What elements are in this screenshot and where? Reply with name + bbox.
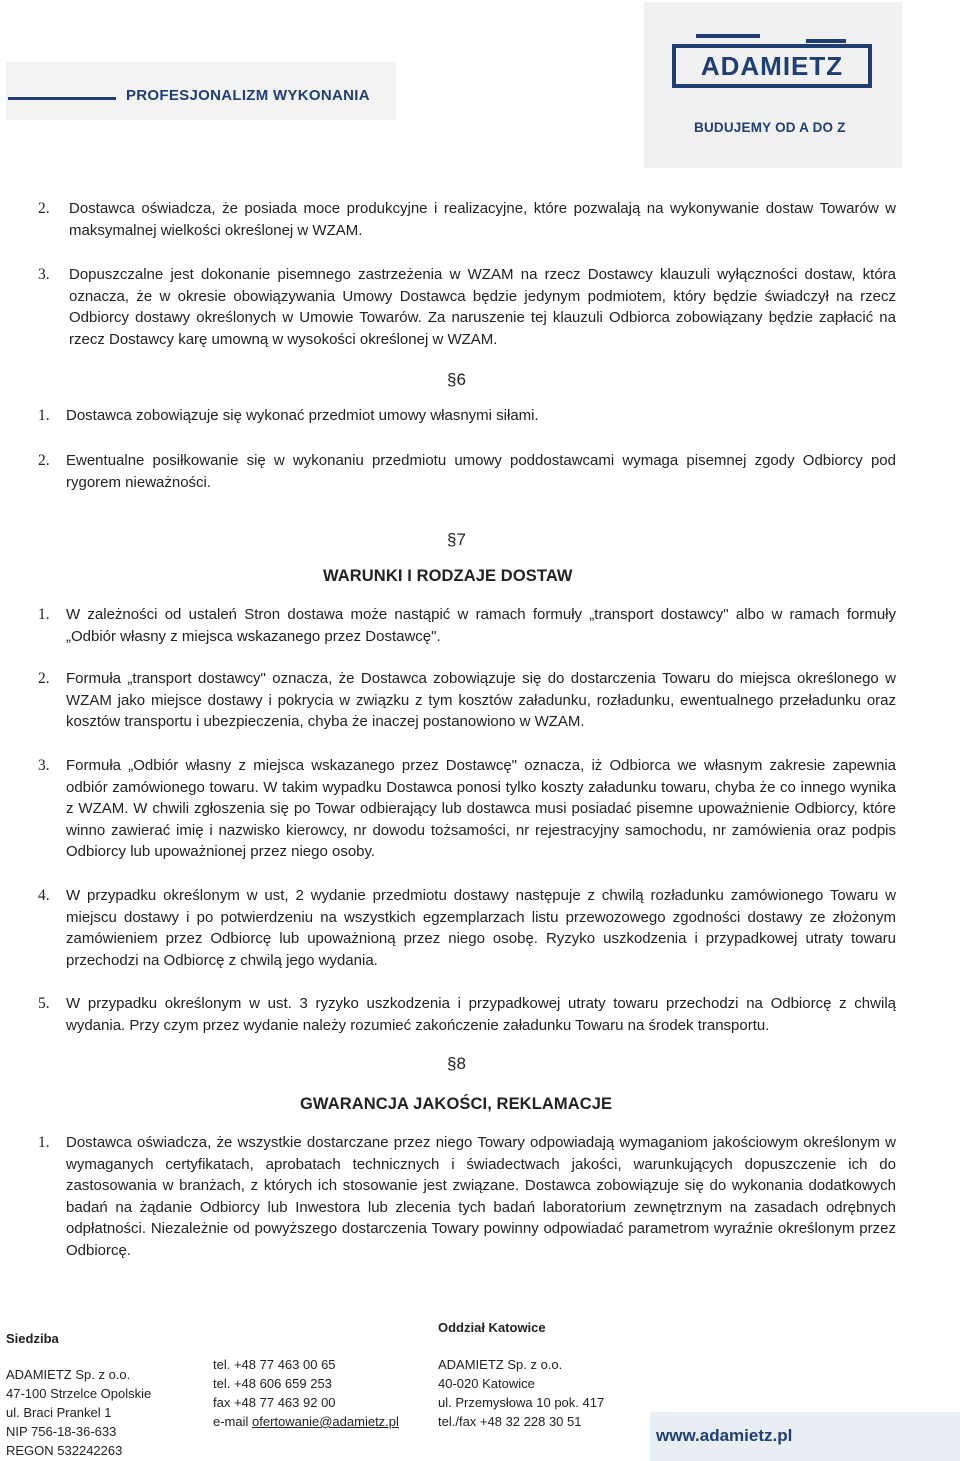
header-slogan: PROFESJONALIZM WYKONANIA (126, 87, 370, 104)
footer-email-row (213, 1412, 399, 1431)
list-item (38, 755, 896, 863)
footer-website-band (650, 1412, 960, 1461)
item-number: 1. (38, 407, 50, 424)
item-text: Dostawca oświadcza, że posiada moce produkcyjne i realizacyjne, które pozwalają na wykonywanie dostaw Towarów w maksymalnej wielkości określonej w WZAM. (69, 200, 896, 239)
list-item (38, 264, 896, 350)
item-number: 3. (38, 266, 50, 283)
footer-branch-company: ADAMIETZ Sp. z o.o. (438, 1357, 563, 1372)
list-item (38, 1132, 896, 1261)
section-mark: §8 (447, 1054, 466, 1073)
footer-branch-street: ul. Przemysłowa 10 pok. 417 (438, 1395, 605, 1410)
list-item (38, 993, 896, 1036)
company-logo (672, 44, 872, 88)
item-number: 5. (38, 995, 50, 1012)
item-text: Dostawca zobowiązuje się wykonać przedmiot umowy własnymi siłami. (66, 407, 539, 424)
header-accent-line (8, 97, 116, 100)
footer-seat-address: 47-100 Strzelce Opolskie (6, 1386, 152, 1401)
footer-branch-heading: Oddział Katowice (438, 1320, 546, 1335)
footer-tel-1: tel. +48 77 463 00 65 (213, 1357, 336, 1372)
item-number: 3. (38, 757, 50, 774)
list-item (38, 604, 896, 647)
footer-website-link[interactable]: www.adamietz.pl (656, 1426, 793, 1445)
logo-tagline: BUDUJEMY OD A DO Z (694, 120, 846, 135)
item-number: 2. (38, 452, 50, 469)
item-number: 1. (38, 606, 50, 623)
footer-contact (213, 1355, 399, 1431)
item-text: Formuła „transport dostawcy" oznacza, że Dostawca zobowiązuje się do dostarczenia Towaru do miejsca określonego w WZAM jako miejsce dostawy i pokrycia w związku z tym kosztów załadunku, rozładunku, ewentualnego przeładunku oraz kosztów transportu i ubezpieczenia, chyba że inaczej postanowiono w WZAM. (66, 670, 896, 730)
footer-seat-company: ADAMIETZ Sp. z o.o. (6, 1367, 131, 1382)
footer-email-label: e-mail (213, 1414, 249, 1429)
list-item (38, 405, 896, 427)
footer-tel-2: tel. +48 606 659 253 (213, 1376, 332, 1391)
footer-seat (6, 1329, 151, 1460)
list-item (38, 885, 896, 971)
footer-branch (438, 1318, 604, 1431)
footer-seat-heading: Siedziba (6, 1331, 59, 1346)
item-number: 4. (38, 887, 50, 904)
footer-branch-telfax: tel./fax +48 32 228 30 51 (438, 1414, 582, 1429)
section-mark: §6 (447, 370, 466, 389)
footer-email-link[interactable]: ofertowanie@adamietz.pl (252, 1414, 399, 1429)
logo-wordmark: ADAMIETZ (700, 50, 844, 81)
item-text: Dopuszczalne jest dokonanie pisemnego zastrzeżenia w WZAM na rzecz Dostawcy klauzuli wyłączności dostaw, która oznacza, że w okresie obowiązywania Umowy Dostawca będzie jedynym podmiotem, który będzie świadczył na rzecz Odbiorcy dostawy określonych w Umowie Towarów. Za naruszenie tej klauzuli Odbiorca zobowiązany będzie zapłacić na rzecz Dostawcy karę umowną w wysokości określonej w WZAM. (69, 266, 896, 348)
section-mark: §7 (447, 530, 466, 549)
footer-seat-regon: REGON 532242263 (6, 1443, 123, 1458)
item-text: W zależności od ustaleń Stron dostawa może nastąpić w ramach formuły „transport dostawcy" albo w ramach formuły „Odbiór własny z miejsca wskazanego przez Dostawcę". (66, 606, 896, 645)
list-item (38, 450, 896, 493)
item-text: W przypadku określonym w ust. 3 ryzyko uszkodzenia i przypadkowej utraty towaru przechodzi na Odbiorcę z chwilą wydania. Przy czym przez wydanie należy rozumieć zakończenie załadunku Towaru na środek transportu. (66, 995, 896, 1034)
item-text: Ewentualne posiłkowanie się w wykonaniu przedmiotu umowy poddostawcami wymaga pisemnej zgody Odbiorcy pod rygorem nieważności. (66, 452, 896, 491)
item-text: W przypadku określonym w ust, 2 wydanie przedmiotu dostawy następuje z chwilą rozładunku zamówionego Towaru w miejscu dostawy i po potwierdzeniu na wszystkich egzemplarzach listu przewozowego zgodności dostawy ze złożonym zamówieniem przez Odbiorcę lub upoważnioną przez niego osobę. Ryzyko uszkodzenia i przypadkowej utraty towaru przechodzi na Odbiorcę z chwilą jego wydania. (66, 887, 896, 969)
section-title: GWARANCJA JAKOŚCI, REKLAMACJE (300, 1095, 613, 1113)
item-number: 2. (38, 200, 50, 217)
item-text: Dostawca oświadcza, że wszystkie dostarczane przez niego Towary odpowiadają wymaganiom jakościowym określonym w wymaganych certyfikatach, aprobatach technicznych i świadectwach jakości, warunkujących dopuszczenie ich do zastosowania w branżach, z których ich stosowanie jest związane. Dostawca zobowiązuje się do wykonania dodatkowych badań na żądanie Odbiorcy lub Inwestora lub zlecenia tych badań laboratorium zewnętrznym na zasadach odrębnych odpłatności. Niezależnie od powyższego dostarczenia Towary powinny odpowiadać parametrom wyraźnie określonym przez Odbiorcę. (66, 1134, 896, 1259)
footer-seat-nip: NIP 756-18-36-633 (6, 1424, 117, 1439)
footer-branch-address: 40-020 Katowice (438, 1376, 535, 1391)
list-item (38, 198, 896, 241)
item-text: Formuła „Odbiór własny z miejsca wskazanego przez Dostawcę" oznacza, iż Odbiorca we własnym zakresie zapewnia odbiór zamówionego towaru. W takim wypadku Dostawca ponosi tylko koszty załadunku towaru, chyba że co innego wynika z WZAM. W chwili zgłoszenia się po Towar odbierający lub dostawca musi posiadać pisemne upoważnienie Odbiorcy, które winno zawierać imię i nazwisko kierowcy, nr dowodu tożsamości, nr rejestracyjny samochodu, nr zamówienia oraz podpis Odbiorcy lub upoważnionej przez niego osoby. (66, 757, 896, 860)
list-item (38, 668, 896, 733)
footer-fax: fax +48 77 463 92 00 (213, 1395, 336, 1410)
item-number: 2. (38, 670, 50, 687)
item-number: 1. (38, 1134, 50, 1151)
section-title: WARUNKI I RODZAJE DOSTAW (323, 567, 573, 585)
footer-seat-street: ul. Braci Prankel 1 (6, 1405, 112, 1420)
